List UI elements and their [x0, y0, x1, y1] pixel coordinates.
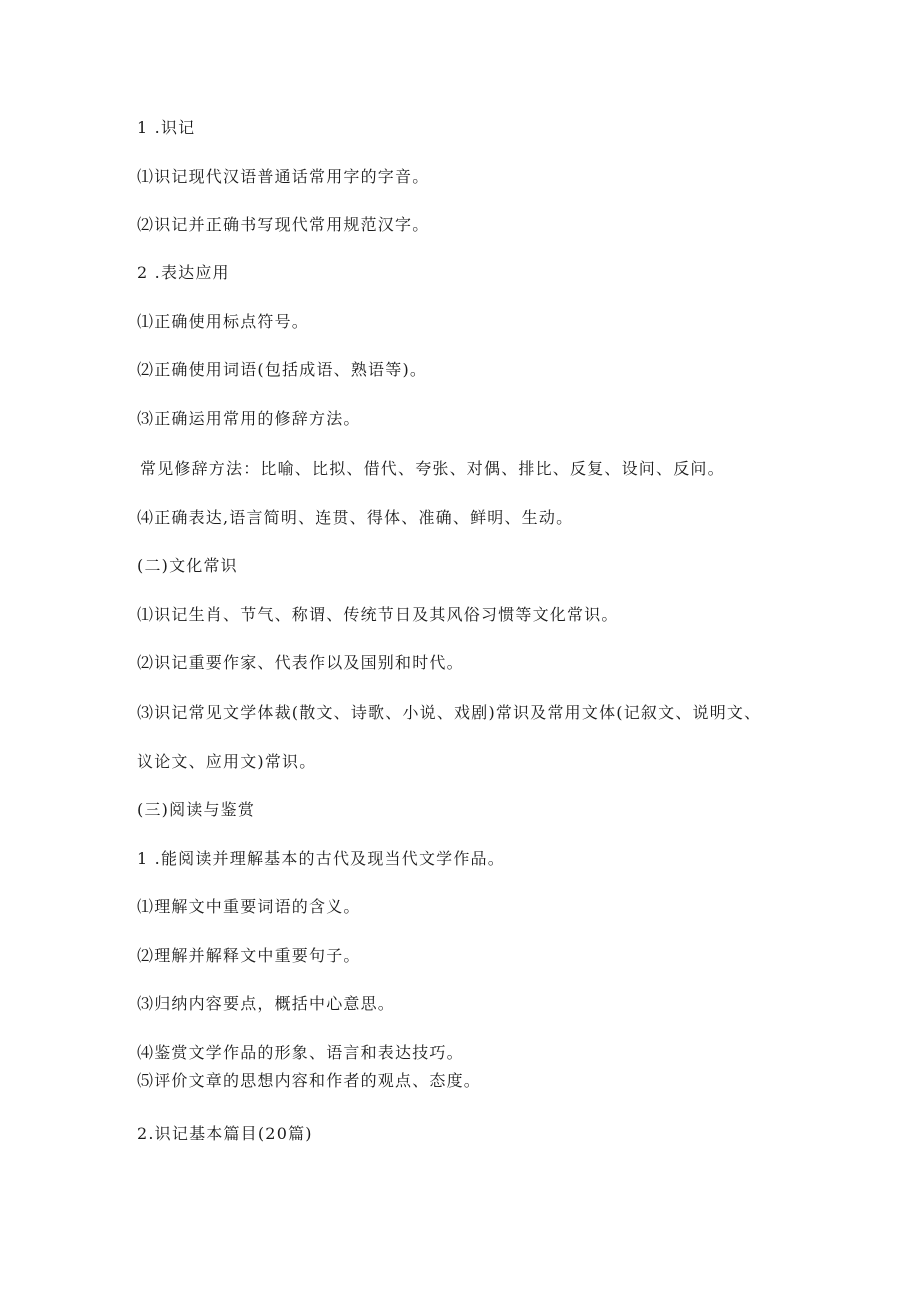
item-genres-continued: 议论文、应用文)常识。: [137, 752, 317, 771]
item-authors: ⑵识记重要作家、代表作以及国别和时代。: [137, 653, 464, 672]
item-expression: ⑷正确表达,语言简明、连贯、得体、准确、鲜明、生动。: [137, 508, 574, 527]
item-genres: ⑶识记常见文学体裁(散文、诗歌、小说、戏剧)常识及常用文体(记叙文、说明文、: [137, 703, 762, 722]
heading-reading-works: 1 .能阅读并理解基本的古代及现当代文学作品。: [137, 849, 505, 868]
heading-basic-texts: 2.识记基本篇目(20篇): [137, 1124, 313, 1143]
item-punctuation: ⑴正确使用标点符号。: [137, 312, 310, 331]
rhetoric-methods-note: 常见修辞方法：比喻、比拟、借代、夸张、对偶、排比、反复、设问、反问。: [140, 459, 725, 478]
item-writing: ⑵识记并正确书写现代常用规范汉字。: [137, 215, 430, 234]
item-sentences: ⑵理解并解释文中重要句子。: [137, 946, 361, 965]
item-summarize: ⑶归纳内容要点，概括中心意思。: [137, 994, 396, 1013]
item-pronunciation: ⑴识记现代汉语普通话常用字的字音。: [137, 167, 430, 186]
item-word-meaning: ⑴理解文中重要词语的含义。: [137, 897, 361, 916]
item-rhetoric: ⑶正确运用常用的修辞方法。: [137, 409, 361, 428]
item-evaluation: ⑸评价文章的思想内容和作者的观点、态度。: [137, 1071, 482, 1090]
section-culture: (二)文化常识: [137, 556, 238, 575]
item-customs: ⑴识记生肖、节气、称谓、传统节日及其风俗习惯等文化常识。: [137, 605, 619, 624]
item-words: ⑵正确使用词语(包括成语、熟语等)。: [137, 360, 428, 379]
section-reading: (三)阅读与鉴赏: [137, 800, 256, 819]
heading-2-expression: 2 .表达应用: [137, 263, 230, 282]
heading-1-memorize: 1 .识记: [137, 118, 196, 137]
item-appreciation: ⑷鉴赏文学作品的形象、语言和表达技巧。: [137, 1043, 464, 1062]
